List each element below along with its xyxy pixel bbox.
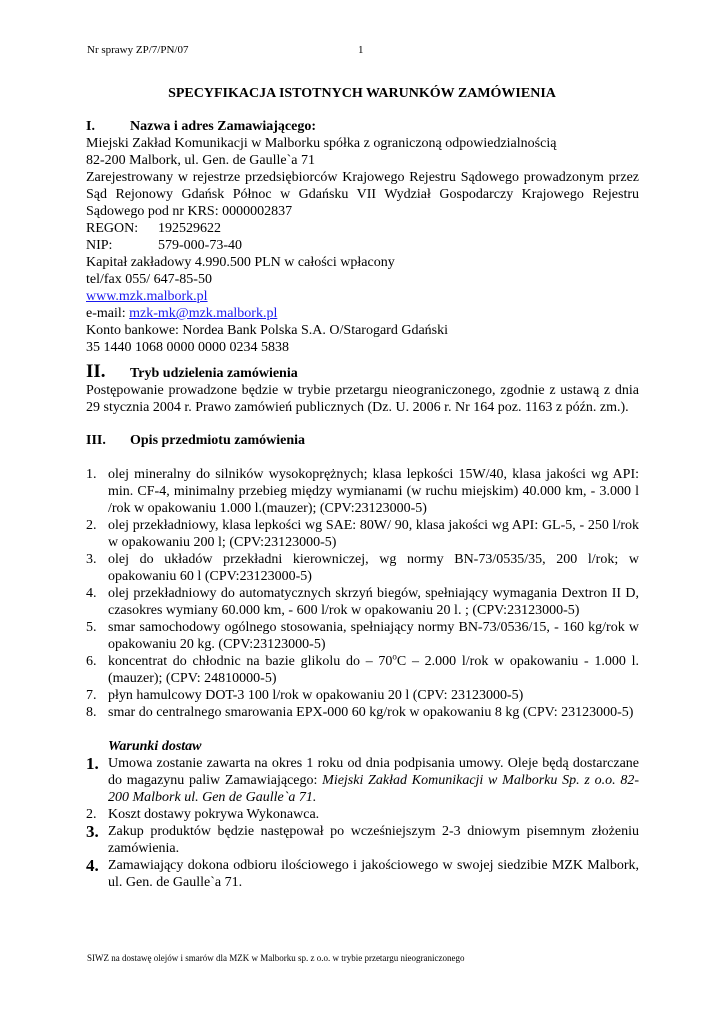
bank-name: Konto bankowe: Nordea Bank Polska S.A. O/Starogard Gdański xyxy=(86,323,449,338)
section-title: Tryb udzielenia zamówienia xyxy=(130,366,298,381)
product-list xyxy=(86,466,639,721)
email-label: e-mail: xyxy=(86,306,130,321)
regon-label: REGON: xyxy=(86,221,139,236)
list-item: 4. olej przekładniowy do automatycznych skrzyń biegów, spełniający wymagania Dextron II D, czasokres wymiany 60.000 km, - 600 l/rok w opakowaniu 20 l. ; (CPV:23123000-5) xyxy=(86,586,639,618)
list-item: 3. olej do układów przekładni kierowniczej, wg normy BN-73/0535/35, 200 l/rok; w opakowaniu 60 l (CPV:23123000-5) xyxy=(86,552,639,584)
section-number: II. xyxy=(86,361,106,382)
list-item: 4. Zamawiający dokona odbioru ilościowego i jakościowego w swojej siedzibie MZK Malbork, ul. Gen. de Gaulle`a 71. xyxy=(86,856,639,890)
website-link[interactable]: www.mzk.malbork.pl xyxy=(86,289,208,304)
email-row xyxy=(86,305,639,322)
bank-account: 35 1440 1068 0000 0000 0234 5838 xyxy=(86,340,289,355)
delivery-list xyxy=(86,755,639,891)
nip-row xyxy=(86,237,639,254)
section-title: Opis przedmiotu zamówienia xyxy=(130,433,305,448)
section-title: Nazwa i adres Zamawiającego: xyxy=(130,119,316,134)
document-body xyxy=(86,118,639,891)
section-1-heading xyxy=(86,118,639,135)
list-item: 7. płyn hamulcowy DOT-3 100 l/rok w opakowaniu 20 l (CPV: 23123000-5) xyxy=(86,688,524,703)
list-item: 2. olej przekładniowy, klasa lepkości wg SAE: 80W/ 90, klasa jakości wg API: GL-5, - 250 l/rok w opakowaniu 200 l; (CPV:23123000-5) xyxy=(86,518,639,550)
registration-text: Zarejestrowany w rejestrze przedsiębiorców Krajowego Rejestru Sądowego prowadzonym przez Sąd Rejonowy Gdańsk Północ w Gdańsku VII Wydział Gospodarczy Krajowego Rejestru Sądowego pod nr KRS: 0000002837 xyxy=(86,170,639,219)
nip-value: 579-000-73-40 xyxy=(158,238,242,253)
list-item: 8. smar do centralnego smarowania EPX-000 60 kg/rok w opakowaniu 8 kg (CPV: 23123000-5) xyxy=(86,705,634,720)
case-number: Nr sprawy ZP/7/PN/07 xyxy=(87,44,189,56)
document-title: SPECYFIKACJA ISTOTNYCH WARUNKÓW ZAMÓWIENIA xyxy=(168,86,556,101)
email-link[interactable]: mzk-mk@mzk.malbork.pl xyxy=(129,306,278,321)
list-item: 3. Zakup produktów będzie następował po wcześniejszym 2-3 dniowym pisemnym złożeniu zamówienia. xyxy=(86,822,639,856)
company-address: 82-200 Malbork, ul. Gen. de Gaulle`a 71 xyxy=(86,153,315,168)
list-item: 2. Koszt dostawy pokrywa Wykonawca. xyxy=(86,807,320,822)
company-name: Miejski Zakład Komunikacji w Malborku spółka z ograniczoną odpowiedzialnością xyxy=(86,136,557,151)
regon-row xyxy=(86,220,639,237)
regon-value: 192529622 xyxy=(158,221,221,236)
list-item: 6. koncentrat do chłodnic na bazie glikolu do – 70$^o$C – 2.000 l/rok w opakowaniu - 1.000 l. (mauzer); (CPV: 24810000-5) xyxy=(86,651,639,686)
section-number: III. xyxy=(86,433,106,448)
procedure-text: Postępowanie prowadzone będzie w trybie przetargu nieograniczonego, zgodnie z ustawą z dnia 29 stycznia 2004 r. Prawo zamówień publicznych (Dz. U. 2006 r. Nr 164 poz. 1163 z późn. zm.). xyxy=(86,383,639,415)
phone-fax: tel/fax 055/ 647-85-50 xyxy=(86,272,212,287)
section-2-heading xyxy=(86,363,639,382)
list-item: 5. smar samochodowy ogólnego stosowania, spełniający normy BN-73/0536/15, - 160 kg/rok w opakowaniu 20 kg. (CPV:23123000-5) xyxy=(86,620,639,652)
page-number: 1 xyxy=(358,44,364,56)
section-number: I. xyxy=(86,119,95,134)
list-item: 1. olej mineralny do silników wysokoprężnych; klasa lepkości 15W/40, klasa jakości wg API: min. CF-4, minimalny przebieg między wymianami (w ruchu miejskim) 40.000 km, - 3.000 l /rok w opakowaniu 1.000 l.(mauzer); (CPV:23123000-5) xyxy=(86,467,639,516)
section-3-heading xyxy=(86,432,639,449)
share-capital: Kapitał zakładowy 4.990.500 PLN w całości wpłacony xyxy=(86,255,395,270)
list-item: 1. Umowa zostanie zawarta na okres 1 roku od dnia podpisania umowy. Oleje będą dostarczane do magazynu paliw Zamawiającego: Miejski Zakład Komunikacji w Malborku Sp. z o.o. 82-200 Malbork ul. Gen de Gaulle`a 71. xyxy=(86,754,639,805)
delivery-heading: Warunki dostaw xyxy=(108,739,202,754)
nip-label: NIP: xyxy=(86,238,113,253)
page-footer: SIWZ na dostawę olejów i smarów dla MZK w Malborku sp. z o.o. w trybie przetargu nieograniczonego xyxy=(87,953,465,963)
